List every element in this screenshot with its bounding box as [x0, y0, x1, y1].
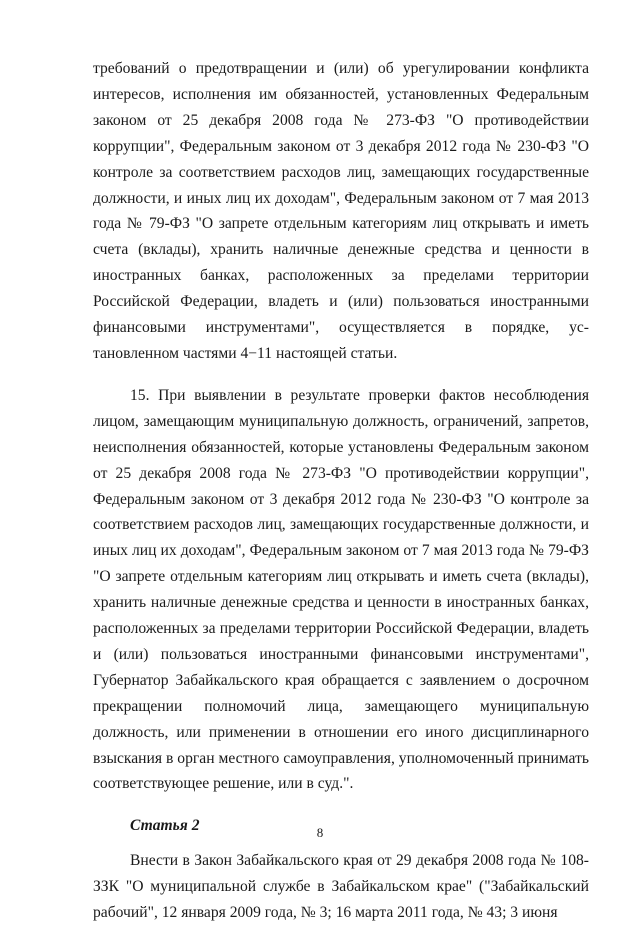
article-2-paragraph: Внести в Закон Забайкальского края от 29 декабря 2008 года № 108-ЗЗК "О муниципальной службе в Забайкальском крае" ("Забайкальский рабочий", 12 января 2009 года, № 3; 16 марта 2011 года, № 43; 3 июня — [93, 852, 589, 922]
paragraph-gap — [93, 367, 589, 383]
paragraph-15: 15. При выявлении в результате проверки фактов несоблюдения лицом, замещающим муниципальную должность, ограничений, запретов, неисполнения обязанностей, которые установлены Федеральным законом от 25 декабря 2008 года № 273-ФЗ "О противодействии коррупции", Федеральным законом от 3 декабря 2012 года № 230-ФЗ "О контроле за соответствием расходов лиц, замещающих государственные должности, и иных лиц их доходам", Федеральным законом от 7 мая 2013 года № 79-ФЗ "О запрете отдельным категориям лиц открывать и иметь счета (вклады), хранить наличные денежные средства и ценности в иностранных банках, расположенных за пределами территории Российской Федерации, владеть и (или) пользоваться иностранными финансовыми инструментами", Губернатор Забайкальского края обращается с заявлением о досрочном прекращении полномочий лица, замещающего муниципальную должность, или применении в отношении его иного дисциплинарного взыскания в орган местного самоуправления, уполномоченный принимать соответствующее решение, или в суд.". — [93, 386, 589, 793]
page-number: 8 — [316, 825, 324, 840]
document-body — [93, 56, 589, 926]
paragraph-gap — [93, 797, 589, 813]
article-heading: Статья 2 — [130, 817, 200, 835]
paragraph-continued: требований о предотвращении и (или) об урегулировании конфликта интересов, исполнения им обязанностей, установленных Федеральным законом от 25 декабря 2008 года № 273-ФЗ "О противодействии коррупции", Федеральным законом от 3 декабря 2012 года № 230-ФЗ "О контроле за соответствием расходов лиц, замещающих государственные должности, и иных лиц их доходам", Федеральным законом от 7 мая 2013 года № 79-ФЗ "О запрете отдельным категориям лиц открывать и иметь счета (вклады), хранить наличные денежные средства и ценности в иностранных банках, расположенных за пределами территории Российской Федерации, владеть и (или) пользоваться иностранными финансовыми инструментами", осуществляется в порядке, установленном частями 4−11 настоящей статьи. — [93, 60, 589, 362]
